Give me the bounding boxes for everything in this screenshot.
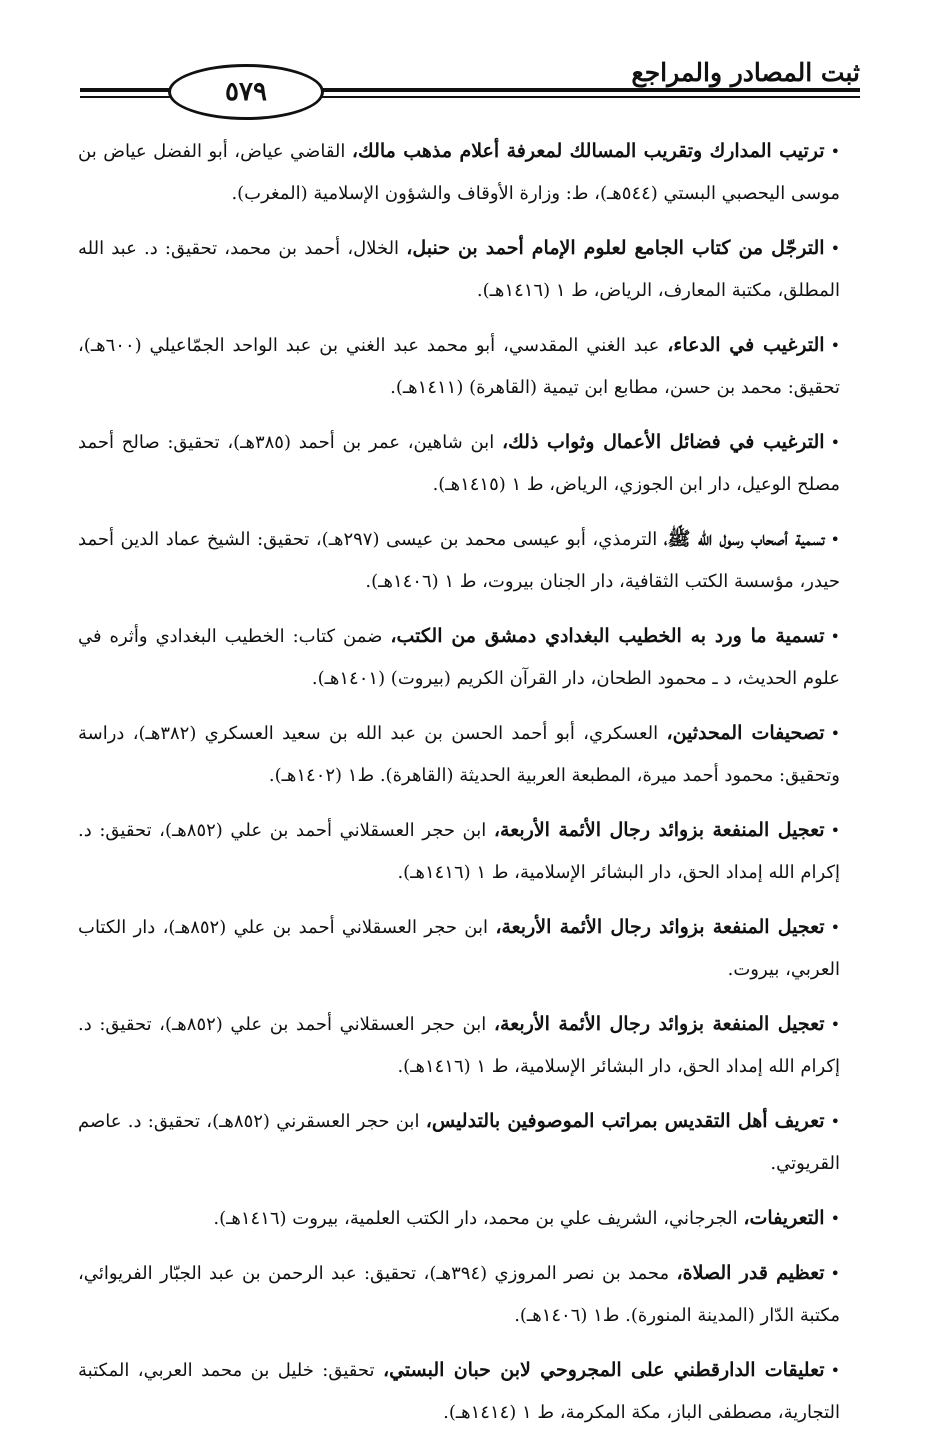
entry-text: ابن حجر العسقرني (٨٥٢هـ)، تحقيق: د. عاصم القريوتي. (78, 1111, 840, 1174)
entry-text: محمد بن نصر المروزي (٣٩٤هـ)، تحقيق: عبد الرحمن بن عبد الجبّار الفريوائي، مكتبة الدّار (المدينة المنورة). ط١ (١٤٠٦هـ). (78, 1263, 840, 1326)
bullet: • (830, 1209, 840, 1228)
bullet: • (830, 627, 840, 646)
bullet: • (830, 724, 840, 743)
bullet: • (830, 142, 840, 161)
bibliography-entry (78, 518, 840, 603)
entry-title: تعريف أهل التقديس بمراتب الموصوفين بالتدليس، (425, 1110, 825, 1132)
bullet: • (830, 1112, 841, 1131)
bibliography-entry (78, 1349, 840, 1434)
entry-text: ابن حجر العسقلاني أحمد بن علي (٨٥٢هـ)، تحقيق: د. إكرام الله إمداد الحق، دار البشائر الإسلامية، ط ١ (١٤١٦هـ). (78, 820, 840, 883)
entry-title: تسمية أصحاب رسول الله ﷺ، (663, 528, 825, 550)
bibliography-entry (78, 1252, 840, 1337)
bullet: • (830, 433, 841, 452)
bullet: • (830, 336, 840, 355)
bullet: • (830, 1361, 840, 1380)
bibliography-entry (78, 712, 840, 797)
entry-title: تعليقات الدارقطني على المجروحي لابن حبان البستي، (382, 1359, 825, 1381)
entry-title: الترغيب في الدعاء، (667, 334, 825, 356)
entry-text: ابن حجر العسقلاني أحمد بن علي (٨٥٢هـ)، دار الكتاب العربي، بيروت. (78, 917, 840, 980)
entry-title: تعجيل المنفعة بزوائد رجال الأئمة الأربعة، (493, 819, 825, 841)
entry-title: تعجيل المنفعة بزوائد رجال الأئمة الأربعة، (493, 1013, 825, 1035)
bullet: • (830, 239, 840, 258)
entry-title: تعظيم قدر الصلاة، (676, 1262, 825, 1284)
entry-text: ابن شاهين، عمر بن أحمد (٣٨٥هـ)، تحقيق: صالح أحمد مصلح الوعيل، دار ابن الجوزي، الرياض، ط ١ (١٤١٥هـ). (78, 432, 840, 495)
entry-text: الجرجاني، الشريف علي بن محمد، دار الكتب العلمية، بيروت (١٤١٦هـ). (213, 1208, 744, 1229)
entry-title: الترغيب في فضائل الأعمال وثواب ذلك، (501, 431, 825, 453)
page-header (80, 52, 860, 122)
bibliography-entry (78, 809, 840, 894)
bullet: • (830, 530, 840, 549)
entry-title: الترجّل من كتاب الجامع لعلوم الإمام أحمد بن حنبل، (406, 237, 825, 259)
entry-title: تعجيل المنفعة بزوائد رجال الأئمة الأربعة، (495, 916, 825, 938)
bullet: • (830, 821, 840, 840)
bibliography-entry (78, 130, 840, 215)
entry-text: ضمن كتاب: الخطيب البغدادي وأثره في علوم الحديث، د ـ محمود الطحان، دار القرآن الكريم (بيروت) (١٤٠١هـ). (78, 626, 840, 689)
entry-text: تحقيق: خليل بن محمد العربي، المكتبة التجارية، مصطفى الباز، مكة المكرمة، ط ١ (١٤١٤هـ). (78, 1360, 840, 1423)
bibliography-entry (78, 1100, 840, 1185)
entry-title: تسمية ما ورد به الخطيب البغدادي دمشق من الكتب، (390, 625, 825, 647)
bullet: • (830, 1015, 840, 1034)
bibliography-entry (78, 615, 840, 700)
entry-title: ترتيب المدارك وتقريب المسالك لمعرفة أعلام مذهب مالك، (351, 140, 825, 162)
bibliography-list (78, 130, 840, 1446)
entry-title: تصحيفات المحدثين، (666, 722, 825, 744)
bibliography-entry (78, 906, 840, 991)
running-title: ثبت المصادر والمراجع (631, 58, 860, 87)
entry-text: العسكري، أبو أحمد الحسن بن عبد الله بن سعيد العسكري (٣٨٢هـ)، دراسة وتحقيق: محمود أحمد ميرة، المطبعة العربية الحديثة (القاهرة). ط١ (١٤٠٢هـ). (78, 723, 840, 786)
bullet: • (830, 918, 840, 937)
entry-text: الخلال، أحمد بن محمد، تحقيق: د. عبد الله المطلق، مكتبة المعارف، الرياض، ط ١ (١٤١٦هـ). (78, 238, 840, 301)
entry-text: الترمذي، أبو عيسى محمد بن عيسى (٢٩٧هـ)، تحقيق: الشيخ عماد الدين أحمد حيدر، مؤسسة الكتب الثقافية، دار الجنان بيروت، ط ١ (١٤٠٦هـ). (78, 529, 840, 592)
bibliography-entry (78, 1197, 840, 1240)
entry-text: القاضي عياض، أبو الفضل عياض بن موسى اليحصبي البستي (٥٤٤هـ)، ط: وزارة الأوقاف والشؤون الإسلامية (المغرب). (78, 141, 840, 204)
entry-text: ابن حجر العسقلاني أحمد بن علي (٨٥٢هـ)، تحقيق: د. إكرام الله إمداد الحق، دار البشائر الإسلامية، ط ١ (١٤١٦هـ). (78, 1014, 840, 1077)
page-number: ٥٧٩ (225, 77, 267, 107)
bibliography-entry (78, 227, 840, 312)
bibliography-entry (78, 1003, 840, 1088)
bibliography-entry (78, 324, 840, 409)
entry-title: التعريفات، (743, 1207, 825, 1229)
page-number-oval (168, 64, 324, 120)
entry-text: عبد الغني المقدسي، أبو محمد عبد الغني بن عبد الواحد الجمّاعيلي (٦٠٠هـ)، تحقيق: محمد بن حسن، مطابع ابن تيمية (القاهرة) (١٤١١هـ). (78, 335, 840, 398)
bibliography-entry (78, 421, 840, 506)
bullet: • (830, 1264, 840, 1283)
